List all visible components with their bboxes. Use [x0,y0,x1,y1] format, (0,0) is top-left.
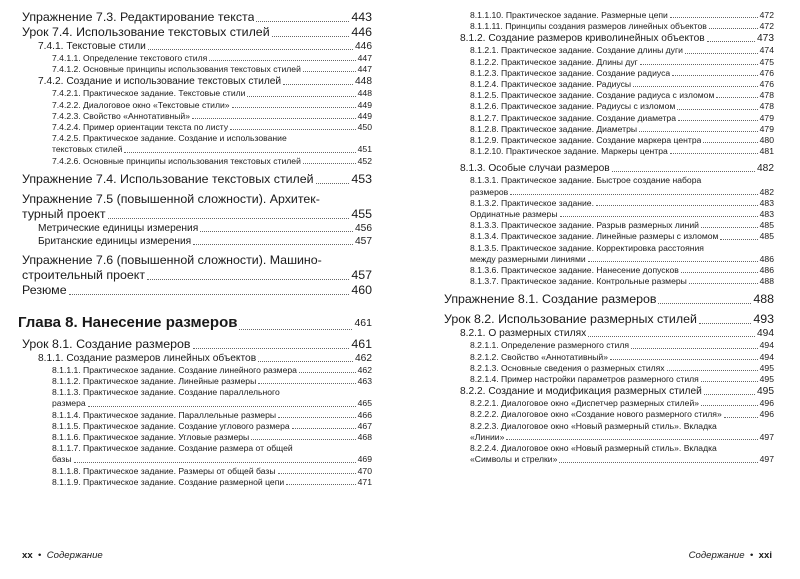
toc-title: 8.1.2.8. Практическое задание. Диаметры [470,123,638,134]
dot-leader [108,218,350,219]
toc-entry [22,88,372,99]
toc-entry [444,385,774,398]
toc-entry [444,45,774,56]
toc-title: 7.4.1.1. Определение текстового стиля [52,53,208,63]
toc-title-line: строительный проект [22,267,146,282]
toc-title: 8.1.1.1. Практическое задание. Создание линейного размера [52,364,297,375]
toc-page-number: 471 [357,476,372,487]
toc-page-number: 474 [759,45,774,56]
chapter-heading [18,313,372,333]
toc-title: 7.4.2. Создание и использование текстовых стилей [38,76,282,88]
toc-title: 7.4.2.3. Свойство «Аннотативный» [52,110,191,121]
toc-title-line: Упражнение 7.6 (повышенной сложности). Машино- [22,252,322,267]
toc-title-line: базы [52,454,72,465]
toc-page-number: 481 [759,146,774,157]
dot-leader [681,272,758,273]
toc-entry [444,220,774,231]
toc-title: 8.2.2.2. Диалоговое окно «Создание нового размерного стиля» [470,409,722,420]
toc-page-number: 456 [355,222,372,234]
toc-title: 7.4.2.6. Основные принципы использования текстовых стилей [52,155,301,166]
toc-page-number: 482 [757,163,774,175]
toc-page-number: 478 [759,101,774,112]
toc-entry [444,135,774,146]
toc-entry [22,421,372,432]
dot-leader [701,227,758,228]
toc-page-number: 450 [357,122,372,133]
toc-page-number: 448 [355,76,372,88]
toc-entry [22,410,372,421]
left-page-footer [22,550,103,561]
toc-title-line: между размерными линиями [470,253,586,264]
right-page [400,0,800,579]
dot-leader [709,28,758,29]
toc-title: Метрические единицы измерения [38,222,199,234]
toc-entry [444,113,774,124]
toc-page-number: 493 [753,312,774,327]
toc-entry [444,146,774,157]
toc-title-line: Упражнение 7.5 (повышенной сложности). Архитек- [22,191,320,206]
toc-title: 8.1.2.5. Практическое задание. Создание радиуса с изломом [470,90,715,101]
toc-entry [444,352,774,363]
dot-leader [612,171,755,172]
dot-leader [588,336,755,337]
toc-title: 8.1.3.4. Практическое задание. Линейные размеры с изломом [470,231,719,242]
toc-page-number: 488 [759,276,774,287]
dot-leader [147,279,349,280]
toc-page-number: 453 [351,171,372,186]
toc-title: 8.2.1.4. Пример настройки параметров размерного стиля [470,374,699,385]
left-toc-column [18,10,372,488]
toc-title: 7.4.2.2. Диалоговое окно «Текстовые стили» [52,99,230,110]
toc-page-number: 448 [357,88,372,99]
toc-title-line: 8.1.1.7. Практическое задание. Создание размера от общей [52,443,293,454]
toc-title: 8.2.2.1. Диалоговое окно «Диспетчер размерных стилей» [470,398,700,409]
footer-bullet: • [749,550,754,561]
toc-page-number: 485 [759,220,774,231]
toc-page-number: 483 [759,197,774,208]
toc-title: Упражнение 8.1. Создание размеров [444,292,657,307]
right-page-footer [689,550,772,561]
dot-leader [689,283,758,284]
toc-entry [22,25,372,40]
toc-entry [22,75,372,88]
toc-title-line: 8.1.1.3. Практическое задание. Создание параллельного [52,387,280,398]
toc-entry [22,40,372,53]
toc-page-number: 462 [357,364,372,375]
toc-title: 8.1.1.8. Практическое задание. Размеры от общей базы [52,465,276,476]
toc-page-number: 447 [357,64,372,75]
dot-leader [701,405,758,406]
dot-leader [74,462,356,463]
dot-leader [232,107,356,108]
toc-page-number: 482 [759,186,774,197]
toc-page-number: 451 [357,144,372,155]
toc-entry [444,276,774,287]
toc-title: Урок 8.2. Использование размерных стилей [444,312,697,327]
dot-leader [701,381,758,382]
dot-leader [303,163,356,164]
dot-leader [560,216,758,217]
dot-leader [278,417,356,418]
toc-page-number: 455 [351,206,372,221]
toc-entry [444,90,774,101]
toc-page-number: 449 [357,99,372,110]
toc-entry [444,21,774,32]
toc-entry [444,175,774,197]
dot-leader [88,406,356,407]
dot-leader [704,394,755,395]
toc-entry [444,209,774,220]
toc-page-number: 475 [759,56,774,67]
toc-page-number: 446 [351,25,372,39]
dot-leader [667,370,758,371]
dot-leader [148,49,353,50]
dot-leader [193,244,353,245]
toc-entry [444,265,774,276]
toc-title-line: размера [52,398,86,409]
toc-title: Упражнение 7.3. Редактирование текста [22,10,255,24]
toc-page-number: 472 [759,21,774,32]
toc-entry [22,337,372,352]
toc-title: 8.2.1. О размерных стилях [460,328,587,340]
toc-title: 8.1.1. Создание размеров линейных объектов [38,352,257,364]
dot-leader [510,194,757,195]
toc-title: 7.4.2.4. Пример ориентации текста по листу [52,122,229,133]
toc-entry [22,283,372,298]
toc-page-number: 452 [357,155,372,166]
toc-title: 8.1.2.4. Практическое задание. Радиусы [470,79,632,90]
dot-leader [209,60,355,61]
toc-title-line: текстовых стилей [52,144,123,155]
toc-title: 7.4.2.1. Практическое задание. Текстовые стили [52,88,246,99]
toc-page-number: 469 [357,454,372,465]
toc-entry [22,376,372,387]
toc-title: 8.1.1.2. Практическое задание. Линейные размеры [52,376,257,387]
toc-page-number: 494 [759,340,774,351]
dot-leader [69,294,350,295]
dot-leader [124,152,355,153]
toc-entry [444,398,774,409]
toc-title: 8.1.1.10. Практическое задание. Размерные цепи [470,10,668,20]
toc-entry [444,68,774,79]
toc-page-number: 497 [759,431,774,442]
toc-page-number: 494 [757,328,774,340]
toc-page-number: 479 [759,123,774,134]
toc-entry [444,124,774,135]
toc-entry [22,122,372,133]
toc-title: 8.1.2.1. Практическое задание. Создание длины дуги [470,45,683,56]
toc-entry [444,32,774,45]
toc-page-number: 495 [759,374,774,385]
toc-title: 8.1.1.4. Практическое задание. Параллельные размеры [52,409,277,420]
toc-title-line: 8.2.2.4. Диалоговое окно «Новый размерный стиль». Вкладка [470,443,717,454]
dot-leader [258,383,355,384]
toc-entry [444,101,774,112]
toc-page-number: 488 [753,292,774,307]
toc-title: Ординатные размеры [470,209,558,220]
toc-page-number: 473 [757,33,774,45]
dot-leader [633,86,758,87]
toc-title: Упражнение 7.4. Использование текстовых стилей [22,171,314,186]
dot-leader [256,21,349,22]
dot-leader [596,205,758,206]
toc-title: Урок 8.1. Создание размеров [22,336,191,351]
toc-page-number: 457 [355,235,372,247]
dot-leader [192,118,356,119]
chapter-title: Глава 8. Нанесение размеров [18,313,238,331]
footer-bullet: • [38,550,42,561]
dot-leader [672,75,758,76]
toc-title: 8.2.1.3. Основные сведения о размерных стилях [470,362,665,373]
toc-page-number: 468 [357,432,372,443]
right-toc-column [444,10,774,466]
toc-page-number: 447 [357,53,372,63]
toc-title-line: «Линии» [470,431,505,442]
toc-page-number: 478 [759,90,774,101]
toc-entry [22,235,372,248]
dot-leader [670,153,758,154]
dot-leader [724,417,758,418]
toc-entry [22,253,372,283]
dot-leader [299,372,356,373]
toc-page-number: 461 [351,336,372,351]
dot-leader [193,348,350,349]
dot-leader [670,17,758,18]
dot-leader [640,64,758,65]
toc-title: 8.1.3.2. Практическое задание. [470,197,594,208]
dot-leader [239,329,352,330]
dot-leader [258,361,353,362]
toc-page-number: 494 [759,351,774,362]
toc-title: 8.1.2.3. Практическое задание. Создание радиуса [470,67,671,78]
toc-title: 7.4.1.2. Основные принципы использования текстовых стилей [52,64,301,75]
toc-title: 8.2.2. Создание и модификация размерных стилей [460,386,702,398]
right-footer-section: Содержание [688,550,745,561]
toc-entry [444,363,774,374]
dot-leader [278,473,356,474]
toc-entry [444,162,774,175]
toc-page-number: 495 [759,362,774,373]
toc-title: 8.1.3.3. Практическое задание. Разрыв размерных линий [470,220,699,231]
toc-title: 8.1.1.5. Практическое задание. Создание углового размера [52,420,290,431]
toc-page-number: 476 [759,67,774,78]
toc-title: 7.4.1. Текстовые стили [38,41,146,52]
toc-entry [444,79,774,90]
toc-entry [444,327,774,340]
dot-leader [316,183,350,184]
toc-entry [22,100,372,111]
dot-leader [272,36,350,37]
toc-title: 8.1.1.6. Практическое задание. Угловые размеры [52,432,250,443]
toc-page-number: 485 [759,231,774,242]
toc-page-number: 457 [351,267,372,282]
toc-title: 8.1.2.7. Практическое задание. Создание диаметра [470,112,676,123]
toc-entry [22,172,372,187]
dot-leader [677,109,757,110]
toc-title: 8.2.1.2. Свойство «Аннотативный» [470,351,609,362]
toc-page-number: 446 [355,41,372,52]
dot-leader [707,41,755,42]
left-footer-section: Содержание [46,550,103,561]
toc-entry [22,133,372,155]
toc-page-number: 486 [759,265,774,276]
toc-entry [444,421,774,443]
toc-entry [444,312,774,327]
dot-leader [200,231,353,232]
dot-leader [639,131,758,132]
toc-title-line: 7.4.2.5. Практическое задание. Создание и использование [52,133,287,144]
dot-leader [685,53,758,54]
dot-leader [716,97,757,98]
toc-page-number: 467 [357,420,372,431]
toc-title: 8.1.2.9. Практическое задание. Создание маркера центра [470,135,702,146]
toc-entry [444,57,774,68]
toc-entry [444,340,774,351]
toc-title-line: «Символы и стрелки» [470,454,558,465]
toc-title: 8.1.2.10. Практическое задание. Маркеры центра [470,146,668,157]
toc-page-number: 495 [757,386,774,398]
toc-page-number: 479 [759,112,774,123]
dot-leader [678,120,758,121]
toc-title: 8.2.1.1. Определение размерного стиля [470,340,629,351]
toc-title: Британские единицы измерения [38,235,192,247]
toc-entry [22,365,372,376]
toc-entry [444,374,774,385]
toc-entry [22,156,372,167]
dot-leader [588,261,758,262]
toc-title: 8.1.3.6. Практическое задание. Нанесение допусков [470,265,679,276]
toc-entry [22,477,372,488]
toc-title: 8.1.3.7. Практическое задание. Контрольные размеры [470,276,687,287]
dot-leader [720,239,757,240]
toc-entry [444,231,774,242]
dot-leader [658,303,751,304]
toc-page-number: 496 [759,409,774,420]
toc-title: Резюме [22,282,67,297]
toc-page-number: 449 [357,110,372,121]
toc-page-number: 443 [351,10,372,24]
toc-title-line: 8.1.3.5. Практическое задание. Корректировка расстояния [470,242,704,253]
toc-page-number: 480 [759,135,774,146]
dot-leader [559,462,757,463]
toc-entry [22,192,372,222]
toc-title: 8.1.3. Особые случаи размеров [460,163,610,175]
toc-entry [22,64,372,75]
dot-leader [286,484,356,485]
toc-page-number: 466 [357,409,372,420]
toc-title: 8.1.2. Создание размеров криволинейных объектов [460,33,705,45]
toc-entry [22,53,372,64]
toc-entry [22,432,372,443]
toc-page-number: 470 [357,465,372,476]
dot-leader [292,428,356,429]
chapter-page-number: 461 [354,316,372,329]
toc-page-number: 472 [759,10,774,20]
dot-leader [699,323,751,324]
toc-title: 8.1.1.9. Практическое задание. Создание размерной цепи [52,476,285,487]
toc-entry [444,443,774,465]
toc-title: 8.1.2.6. Практическое задание. Радиусы с изломом [470,101,676,112]
right-page-number: xxi [758,550,772,561]
toc-title-line: 8.1.3.1. Практическое задание. Быстрое создание набора [470,175,702,186]
toc-page-number: 497 [759,454,774,465]
toc-entry [22,111,372,122]
dot-leader [610,359,758,360]
left-page-number: xx [22,550,33,561]
dot-leader [230,129,356,130]
dot-leader [703,142,757,143]
dot-leader [283,84,353,85]
toc-page-number: 496 [759,398,774,409]
toc-title-line: 8.2.2.3. Диалоговое окно «Новый размерный стиль». Вкладка [470,420,717,431]
toc-entry [22,387,372,409]
dot-leader [303,71,356,72]
toc-page-number: 486 [759,253,774,264]
toc-entry [444,243,774,265]
dot-leader [506,439,757,440]
toc-entry [22,10,372,25]
toc-page-number: 462 [355,352,372,364]
toc-entry [22,443,372,465]
dot-leader [251,439,355,440]
toc-entry [444,292,774,307]
toc-page-number: 465 [357,398,372,409]
toc-page-number: 463 [357,376,372,387]
toc-page-number: 483 [759,209,774,220]
toc-page-number: 476 [759,79,774,90]
toc-title: 8.1.1.11. Принципы создания размеров линейных объектов [470,21,707,32]
dot-leader [631,348,758,349]
toc-entry [444,409,774,420]
toc-entry [22,222,372,235]
toc-title-line: турный проект [22,206,106,221]
toc-title-line: размеров [470,186,509,197]
toc-page-number: 460 [351,282,372,297]
toc-title: Урок 7.4. Использование текстовых стилей [22,25,270,39]
toc-title: 8.1.2.2. Практическое задание. Длины дуг [470,56,638,67]
dot-leader [247,96,355,97]
toc-entry [22,352,372,365]
toc-entry [22,466,372,477]
toc-entry [444,10,774,21]
toc-entry [444,198,774,209]
